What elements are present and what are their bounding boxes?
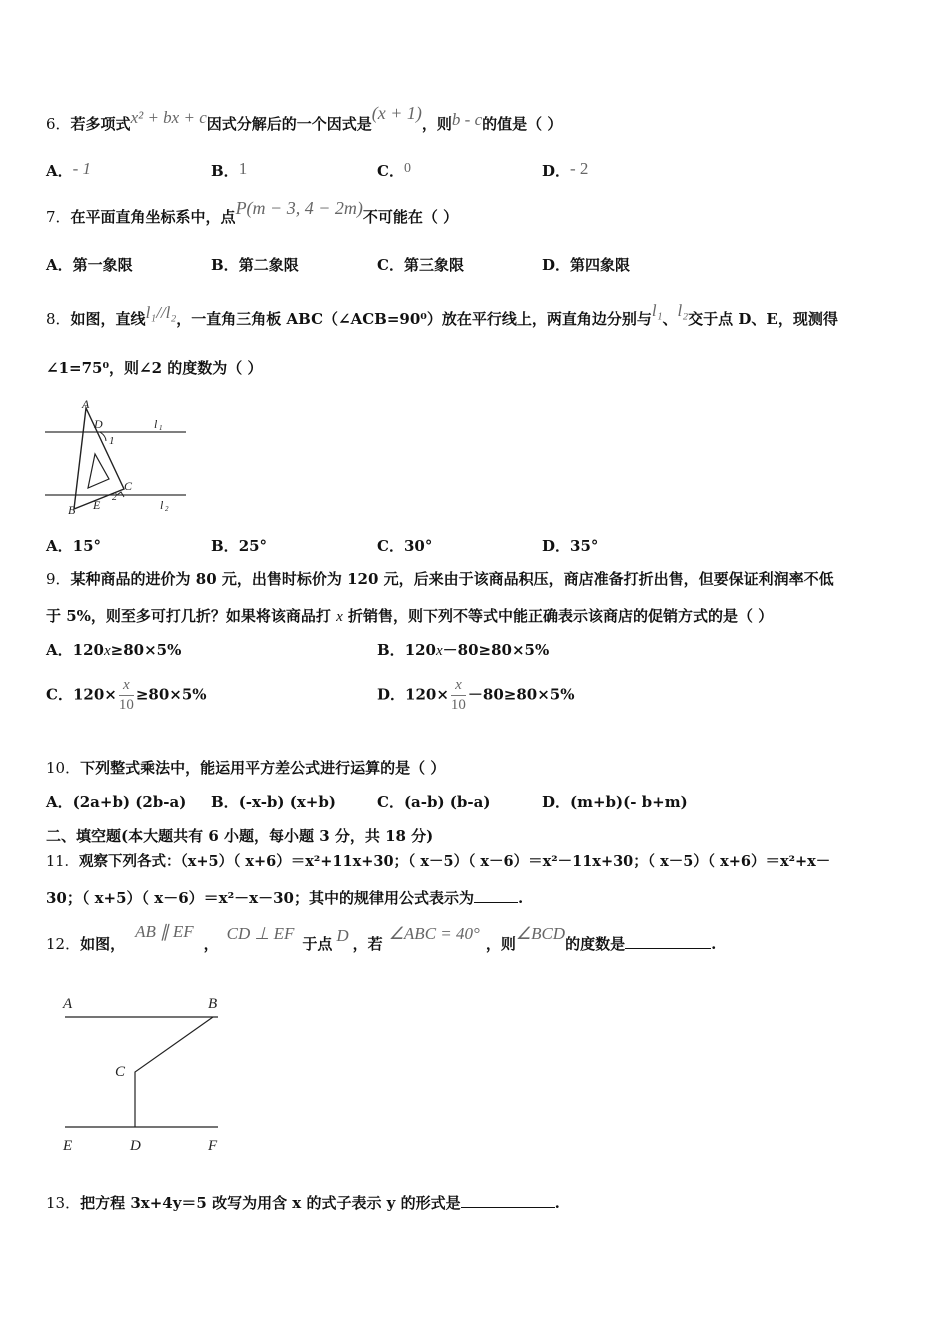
q6-b-minus-c: b - c bbox=[451, 110, 483, 129]
q9-option-d[interactable]: D．120× $\frac{x}{10}$ －80≥80×5% bbox=[377, 677, 575, 713]
q7-option-d[interactable]: D．第四象限 bbox=[542, 256, 631, 274]
label-e: E bbox=[93, 498, 101, 512]
q12-figure bbox=[55, 990, 235, 1160]
label-angle-2: 2 bbox=[112, 492, 117, 503]
q6-number: 6． bbox=[46, 115, 71, 133]
label-c: C bbox=[115, 1064, 126, 1080]
q7-option-c[interactable]: C．第三象限 bbox=[377, 256, 464, 274]
q10-option-a[interactable]: A．(2a+b) (2b-a) bbox=[46, 793, 187, 811]
q12-stem: 12．如图，AB ∥ EF，CD ⊥ EF于点 D ，若∠ABC = 40°，则∠BCD的度数是 . bbox=[46, 922, 717, 953]
q6-option-a[interactable]: A．- 1 bbox=[46, 159, 92, 180]
label-c: C bbox=[124, 479, 133, 493]
q8-parallel-lines: l₁//l₂ bbox=[145, 303, 177, 322]
label-b: B bbox=[68, 503, 76, 516]
q12-answer-blank[interactable] bbox=[625, 948, 711, 949]
label-l1: l bbox=[154, 417, 158, 431]
label-f: F bbox=[208, 1138, 218, 1154]
q8-stem-line1: 8．如图，直线l₁//l₂，一直角三角板 ABC（∠ACB=90⁰）放在平行线上，两直角边分别与l₁、l₂交于点 D、E，现测得 bbox=[46, 301, 838, 328]
label-e: E bbox=[63, 1138, 73, 1154]
q7-option-a[interactable]: A．第一象限 bbox=[46, 256, 133, 274]
label-l2: l bbox=[160, 498, 164, 512]
q11-answer-blank[interactable] bbox=[474, 902, 518, 903]
q9-option-b[interactable]: B．120x－80≥80×5% bbox=[377, 641, 550, 659]
q10-stem: 10．下列整式乘法中，能运用平方差公式进行运算的是（ ） bbox=[46, 759, 446, 777]
q8-option-c[interactable]: C．30° bbox=[377, 537, 433, 555]
q8-stem-line2: ∠1=75⁰，则∠2 的度数为（ ） bbox=[46, 359, 263, 377]
label-l1-sub: 1 bbox=[159, 424, 163, 432]
q8-option-d[interactable]: D．35° bbox=[542, 537, 599, 555]
q9-stem-line1: 9．某种商品的进价为 80 元，出售时标价为 120 元，后来由于该商品积压，商店准备打折出售，但要保证利润率不低 bbox=[46, 570, 834, 588]
q10-option-c[interactable]: C．(a-b) (b-a) bbox=[377, 793, 491, 811]
q13-answer-blank[interactable] bbox=[461, 1207, 555, 1208]
q7-point-p: P(m − 3, 4 − 2m) bbox=[235, 198, 363, 218]
q9-option-a[interactable]: A．120x≥80×5% bbox=[46, 641, 182, 659]
q9-stem-line2: 于 5%，则至多可打几折？如果将该商品打 x 折销售，则下列不等式中能正确表示该商店的促销方式的是（ ） bbox=[46, 607, 774, 625]
q10-option-b[interactable]: B．(-x-b) (x+b) bbox=[211, 793, 336, 811]
q10-option-d[interactable]: D．(m+b)(- b+m) bbox=[542, 793, 688, 811]
q6-option-b[interactable]: B．1 bbox=[211, 159, 248, 180]
q11-stem-line2: 30；（ x+5）（ x－6）＝x²－x－30；其中的规律用公式表示为 . bbox=[46, 889, 524, 907]
segment-bcd bbox=[135, 1017, 213, 1127]
q9-fraction: $\frac{x}{10}$ bbox=[450, 677, 466, 713]
q6-option-d[interactable]: D．- 2 bbox=[542, 159, 589, 180]
q13-stem: 13．把方程 3x+4y＝5 改写为用含 x 的式子表示 y 的形式是 . bbox=[46, 1194, 560, 1212]
q8-option-b[interactable]: B．25° bbox=[211, 537, 268, 555]
q7-option-b[interactable]: B．第二象限 bbox=[211, 256, 299, 274]
q9-fraction: $\frac{x}{10}$ bbox=[118, 677, 134, 713]
q8-figure bbox=[40, 396, 190, 516]
q8-option-a[interactable]: A．15° bbox=[46, 537, 102, 555]
q6-stem: 6．若多项式x² + bx + c因式分解后的一个因式是(x + 1)，则b - c的值是（ ） bbox=[46, 103, 563, 133]
inner-triangle bbox=[88, 454, 109, 488]
q6-polynomial: x² + bx + c bbox=[130, 108, 207, 127]
label-a: A bbox=[63, 996, 73, 1012]
label-angle-1: 1 bbox=[109, 435, 115, 447]
q6-option-c[interactable]: C．0 bbox=[377, 161, 411, 180]
q9-option-c[interactable]: C．120× $\frac{x}{10}$ ≥80×5% bbox=[46, 677, 207, 713]
label-b: B bbox=[208, 996, 218, 1012]
label-d: D bbox=[94, 417, 103, 431]
label-l2-sub: 2 bbox=[165, 505, 169, 513]
section-2-heading: 二、填空题(本大题共有 6 小题，每小题 3 分，共 18 分) bbox=[46, 827, 434, 845]
q6-factor: (x + 1) bbox=[371, 103, 422, 123]
label-a: A bbox=[82, 397, 90, 411]
q7-stem: 7．在平面直角坐标系中，点P(m − 3, 4 − 2m)不可能在（ ） bbox=[46, 198, 459, 226]
q11-stem-line1: 11．观察下列各式：（x+5）（ x+6）＝x²+11x+30；（ x－5）（ x－6）＝x²－11x+30；（ x－5）（ x+6）＝x²+x－ bbox=[46, 853, 831, 870]
label-d: D bbox=[130, 1138, 141, 1154]
